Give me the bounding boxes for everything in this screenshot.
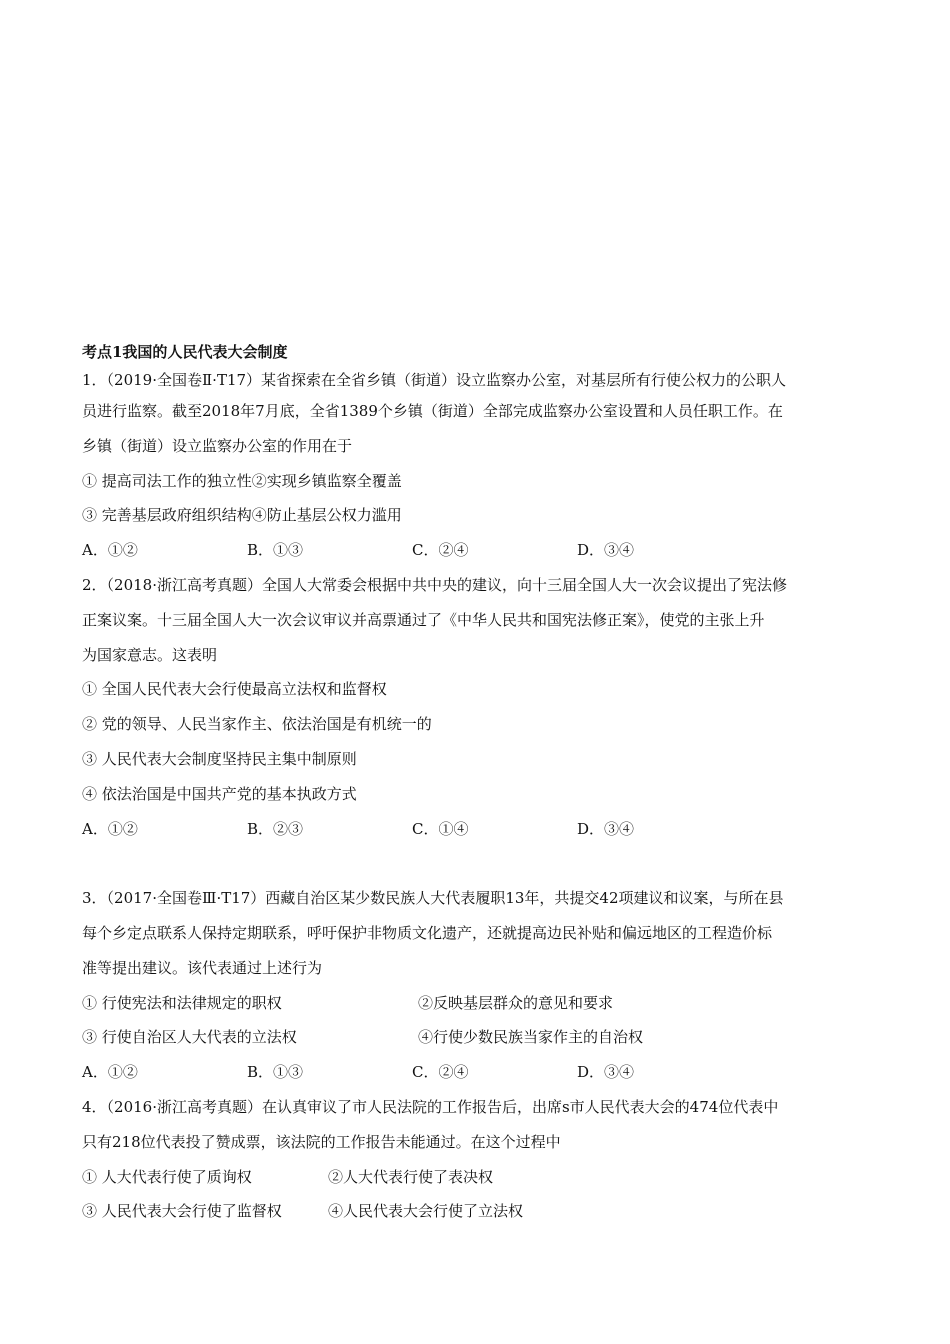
statement: ① 行使宪法和法律规定的职权 xyxy=(82,993,282,1012)
question-line: 员进行监察。截至2018年7月底，全省1389个乡镇（街道）全部完成监察办公室设置和人员任职工作。在 xyxy=(82,402,783,420)
choice-d[interactable]: D．③④ xyxy=(577,541,635,560)
spacer xyxy=(82,846,872,881)
question-line: 4．（2016·浙江高考真题）在认真审议了市人民法院的工作报告后，出席s市人民代表大会的474位代表中 xyxy=(82,1097,779,1116)
question-line: 准等提出建议。该代表通过上述行为 xyxy=(82,958,323,977)
question-1 xyxy=(82,366,872,568)
choice-c[interactable]: C．②④ xyxy=(412,1063,469,1082)
statement: ③ 行使自治区人大代表的立法权 xyxy=(82,1028,297,1047)
document-page xyxy=(82,338,872,1229)
question-line: 只有218位代表投了赞成票，该法院的工作报告未能通过。在这个过程中 xyxy=(82,1132,561,1151)
question-line: 每个乡定点联系人保持定期联系，呼吁保护非物质文化遗产，还就提高边民补贴和偏远地区的工程造价标 xyxy=(82,923,773,942)
question-line: 正案议案。十三届全国人大一次会议审议并高票通过了《中华人民共和国宪法修正案》，使党的主张上升 xyxy=(82,610,765,629)
statement: ④ 依法治国是中国共产党的基本执政方式 xyxy=(82,784,357,803)
statement: ②人大代表行使了表决权 xyxy=(328,1167,494,1186)
choice-b[interactable]: B．②③ xyxy=(247,819,304,838)
statement: ②反映基层群众的意见和要求 xyxy=(418,993,614,1012)
choice-a[interactable]: A．①② xyxy=(82,541,138,560)
question-3 xyxy=(82,881,872,1090)
answer-choices xyxy=(82,1055,872,1090)
question-4 xyxy=(82,1090,872,1229)
choice-c[interactable]: C．①④ xyxy=(412,819,469,838)
question-line: 3．（2017·全国卷Ⅲ·T17）西藏自治区某少数民族人大代表履职13年，共提交42项建议和议案，与所在县 xyxy=(82,889,784,908)
answer-choices xyxy=(82,533,872,568)
statement-row xyxy=(82,986,872,1021)
statement: ③ 人民代表大会制度坚持民主集中制原则 xyxy=(82,749,357,768)
question-line: 为国家意志。这表明 xyxy=(82,645,218,664)
question-2 xyxy=(82,568,872,846)
choice-a[interactable]: A．①② xyxy=(82,819,138,838)
choice-d[interactable]: D．③④ xyxy=(577,819,635,838)
choice-d[interactable]: D．③④ xyxy=(577,1063,635,1082)
statement: ③ 完善基层政府组织结构④防止基层公权力滥用 xyxy=(82,506,402,525)
question-line: 1．（2019·全国卷Ⅱ·T17）某省探索在全省乡镇（街道）设立监察办公室，对基层所有行使公权力的公职人 xyxy=(82,371,787,389)
statement: ① 人大代表行使了质询权 xyxy=(82,1167,252,1186)
choice-b[interactable]: B．①③ xyxy=(247,1063,304,1082)
statement: ① 提高司法工作的独立性②实现乡镇监察全覆盖 xyxy=(82,471,402,490)
section-title: 考点1我国的人民代表大会制度 xyxy=(82,343,288,361)
question-line: 2．（2018·浙江高考真题）全国人大常委会根据中共中央的建议，向十三届全国人大一次会议提出了宪法修 xyxy=(82,575,787,594)
statement-row xyxy=(82,1020,872,1055)
question-line: 乡镇（街道）设立监察办公室的作用在于 xyxy=(82,436,353,455)
answer-choices xyxy=(82,812,872,847)
choice-b[interactable]: B．①③ xyxy=(247,541,304,560)
choice-a[interactable]: A．①② xyxy=(82,1063,138,1082)
statement: ② 党的领导、人民当家作主、依法治国是有机统一的 xyxy=(82,715,432,734)
choice-c[interactable]: C．②④ xyxy=(412,541,469,560)
statement-row xyxy=(82,1160,872,1195)
statement: ④行使少数民族当家作主的自治权 xyxy=(418,1028,644,1047)
statement-row xyxy=(82,1194,872,1229)
statement: ① 全国人民代表大会行使最高立法权和监督权 xyxy=(82,680,387,699)
statement: ④人民代表大会行使了立法权 xyxy=(328,1202,524,1221)
statement: ③ 人民代表大会行使了监督权 xyxy=(82,1202,282,1221)
